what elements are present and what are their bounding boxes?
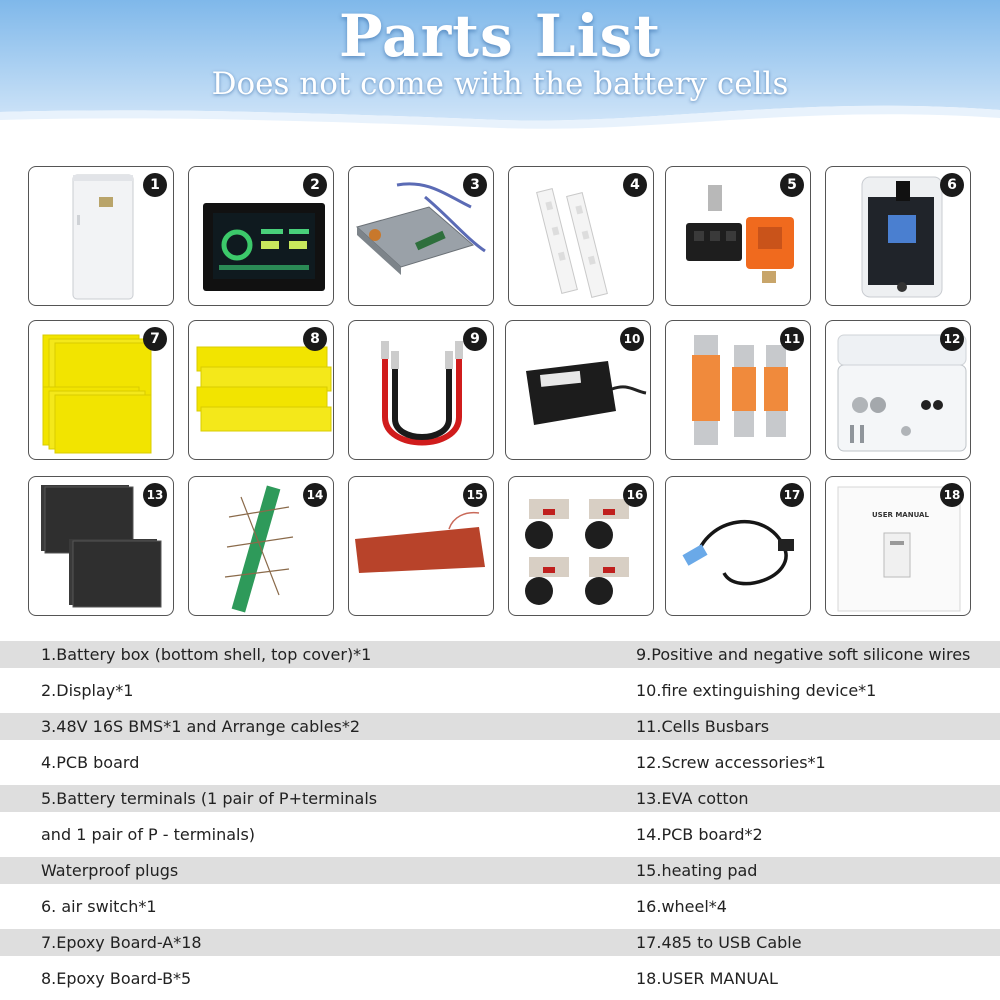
part-tile-17[interactable] (665, 476, 811, 616)
part-number-badge: 14 (303, 483, 327, 507)
part-number-badge: 3 (463, 173, 487, 197)
part-tile-7[interactable] (28, 320, 174, 460)
part-tile-16[interactable] (508, 476, 654, 616)
part-tile-3[interactable] (348, 166, 494, 306)
list-item: 1.Battery box (bottom shell, top cover)*1 (41, 645, 372, 664)
list-item: 8.Epoxy Board-B*5 (41, 969, 192, 988)
list-row (0, 677, 1000, 704)
part-number-badge: 12 (940, 327, 964, 351)
part-tile-13[interactable] (28, 476, 174, 616)
list-item: and 1 pair of P - terminals) (41, 825, 256, 844)
part-tile-15[interactable] (348, 476, 494, 616)
list-row (0, 749, 1000, 776)
part-number-badge: 9 (463, 327, 487, 351)
list-item: 2.Display*1 (41, 681, 134, 700)
part-number-badge: 4 (623, 173, 647, 197)
list-item: 12.Screw accessories*1 (636, 753, 826, 772)
part-number-badge: 2 (303, 173, 327, 197)
part-tile-4[interactable] (508, 166, 654, 306)
list-row (0, 785, 1000, 812)
list-row (0, 713, 1000, 740)
list-item: 3.48V 16S BMS*1 and Arrange cables*2 (41, 717, 361, 736)
list-item: 10.fire extinguishing device*1 (636, 681, 877, 700)
list-item: 16.wheel*4 (636, 897, 727, 916)
part-tile-2[interactable] (188, 166, 334, 306)
list-item: 7.Epoxy Board-A*18 (41, 933, 202, 952)
part-tile-5[interactable] (665, 166, 811, 306)
list-item: 11.Cells Busbars (636, 717, 770, 736)
list-item: Waterproof plugs (41, 861, 179, 880)
list-row (0, 641, 1000, 668)
list-item: 17.485 to USB Cable (636, 933, 802, 952)
part-number-badge: 15 (463, 483, 487, 507)
list-item: 4.PCB board (41, 753, 140, 772)
part-number-badge: 5 (780, 173, 804, 197)
part-tile-12[interactable] (825, 320, 971, 460)
part-number-badge: 17 (780, 483, 804, 507)
part-tile-18[interactable] (825, 476, 971, 616)
list-item: 13.EVA cotton (636, 789, 749, 808)
part-tile-11[interactable] (665, 320, 811, 460)
part-number-badge: 10 (620, 327, 644, 351)
part-number-badge: 8 (303, 327, 327, 351)
list-item: 18.USER MANUAL (636, 969, 778, 988)
part-number-badge: 7 (143, 327, 167, 351)
part-tile-6[interactable] (825, 166, 971, 306)
list-row (0, 857, 1000, 884)
part-tile-10[interactable] (505, 320, 651, 460)
list-item: 5.Battery terminals (1 pair of P+terminals (41, 789, 378, 808)
page-subtitle: Does not come with the battery cells (211, 66, 789, 102)
part-number-badge: 1 (143, 173, 167, 197)
part-number-badge: 13 (143, 483, 167, 507)
list-item: 15.heating pad (636, 861, 758, 880)
page-title: Parts List (338, 2, 662, 70)
header-banner (0, 0, 1000, 150)
part-number-badge: 11 (780, 327, 804, 351)
part-tile-1[interactable] (28, 166, 174, 306)
part-number-badge: 18 (940, 483, 964, 507)
part-tile-9[interactable] (348, 320, 494, 460)
list-row (0, 929, 1000, 956)
list-row (0, 893, 1000, 920)
list-row (0, 965, 1000, 992)
part-number-badge: 6 (940, 173, 964, 197)
list-item: 6. air switch*1 (41, 897, 157, 916)
list-row (0, 821, 1000, 848)
part-number-badge: 16 (623, 483, 647, 507)
manual-title: USER MANUAL (872, 511, 929, 519)
part-tile-8[interactable] (188, 320, 334, 460)
list-item: 9.Positive and negative soft silicone wires (636, 645, 971, 664)
list-item: 14.PCB board*2 (636, 825, 763, 844)
part-tile-14[interactable] (188, 476, 334, 616)
